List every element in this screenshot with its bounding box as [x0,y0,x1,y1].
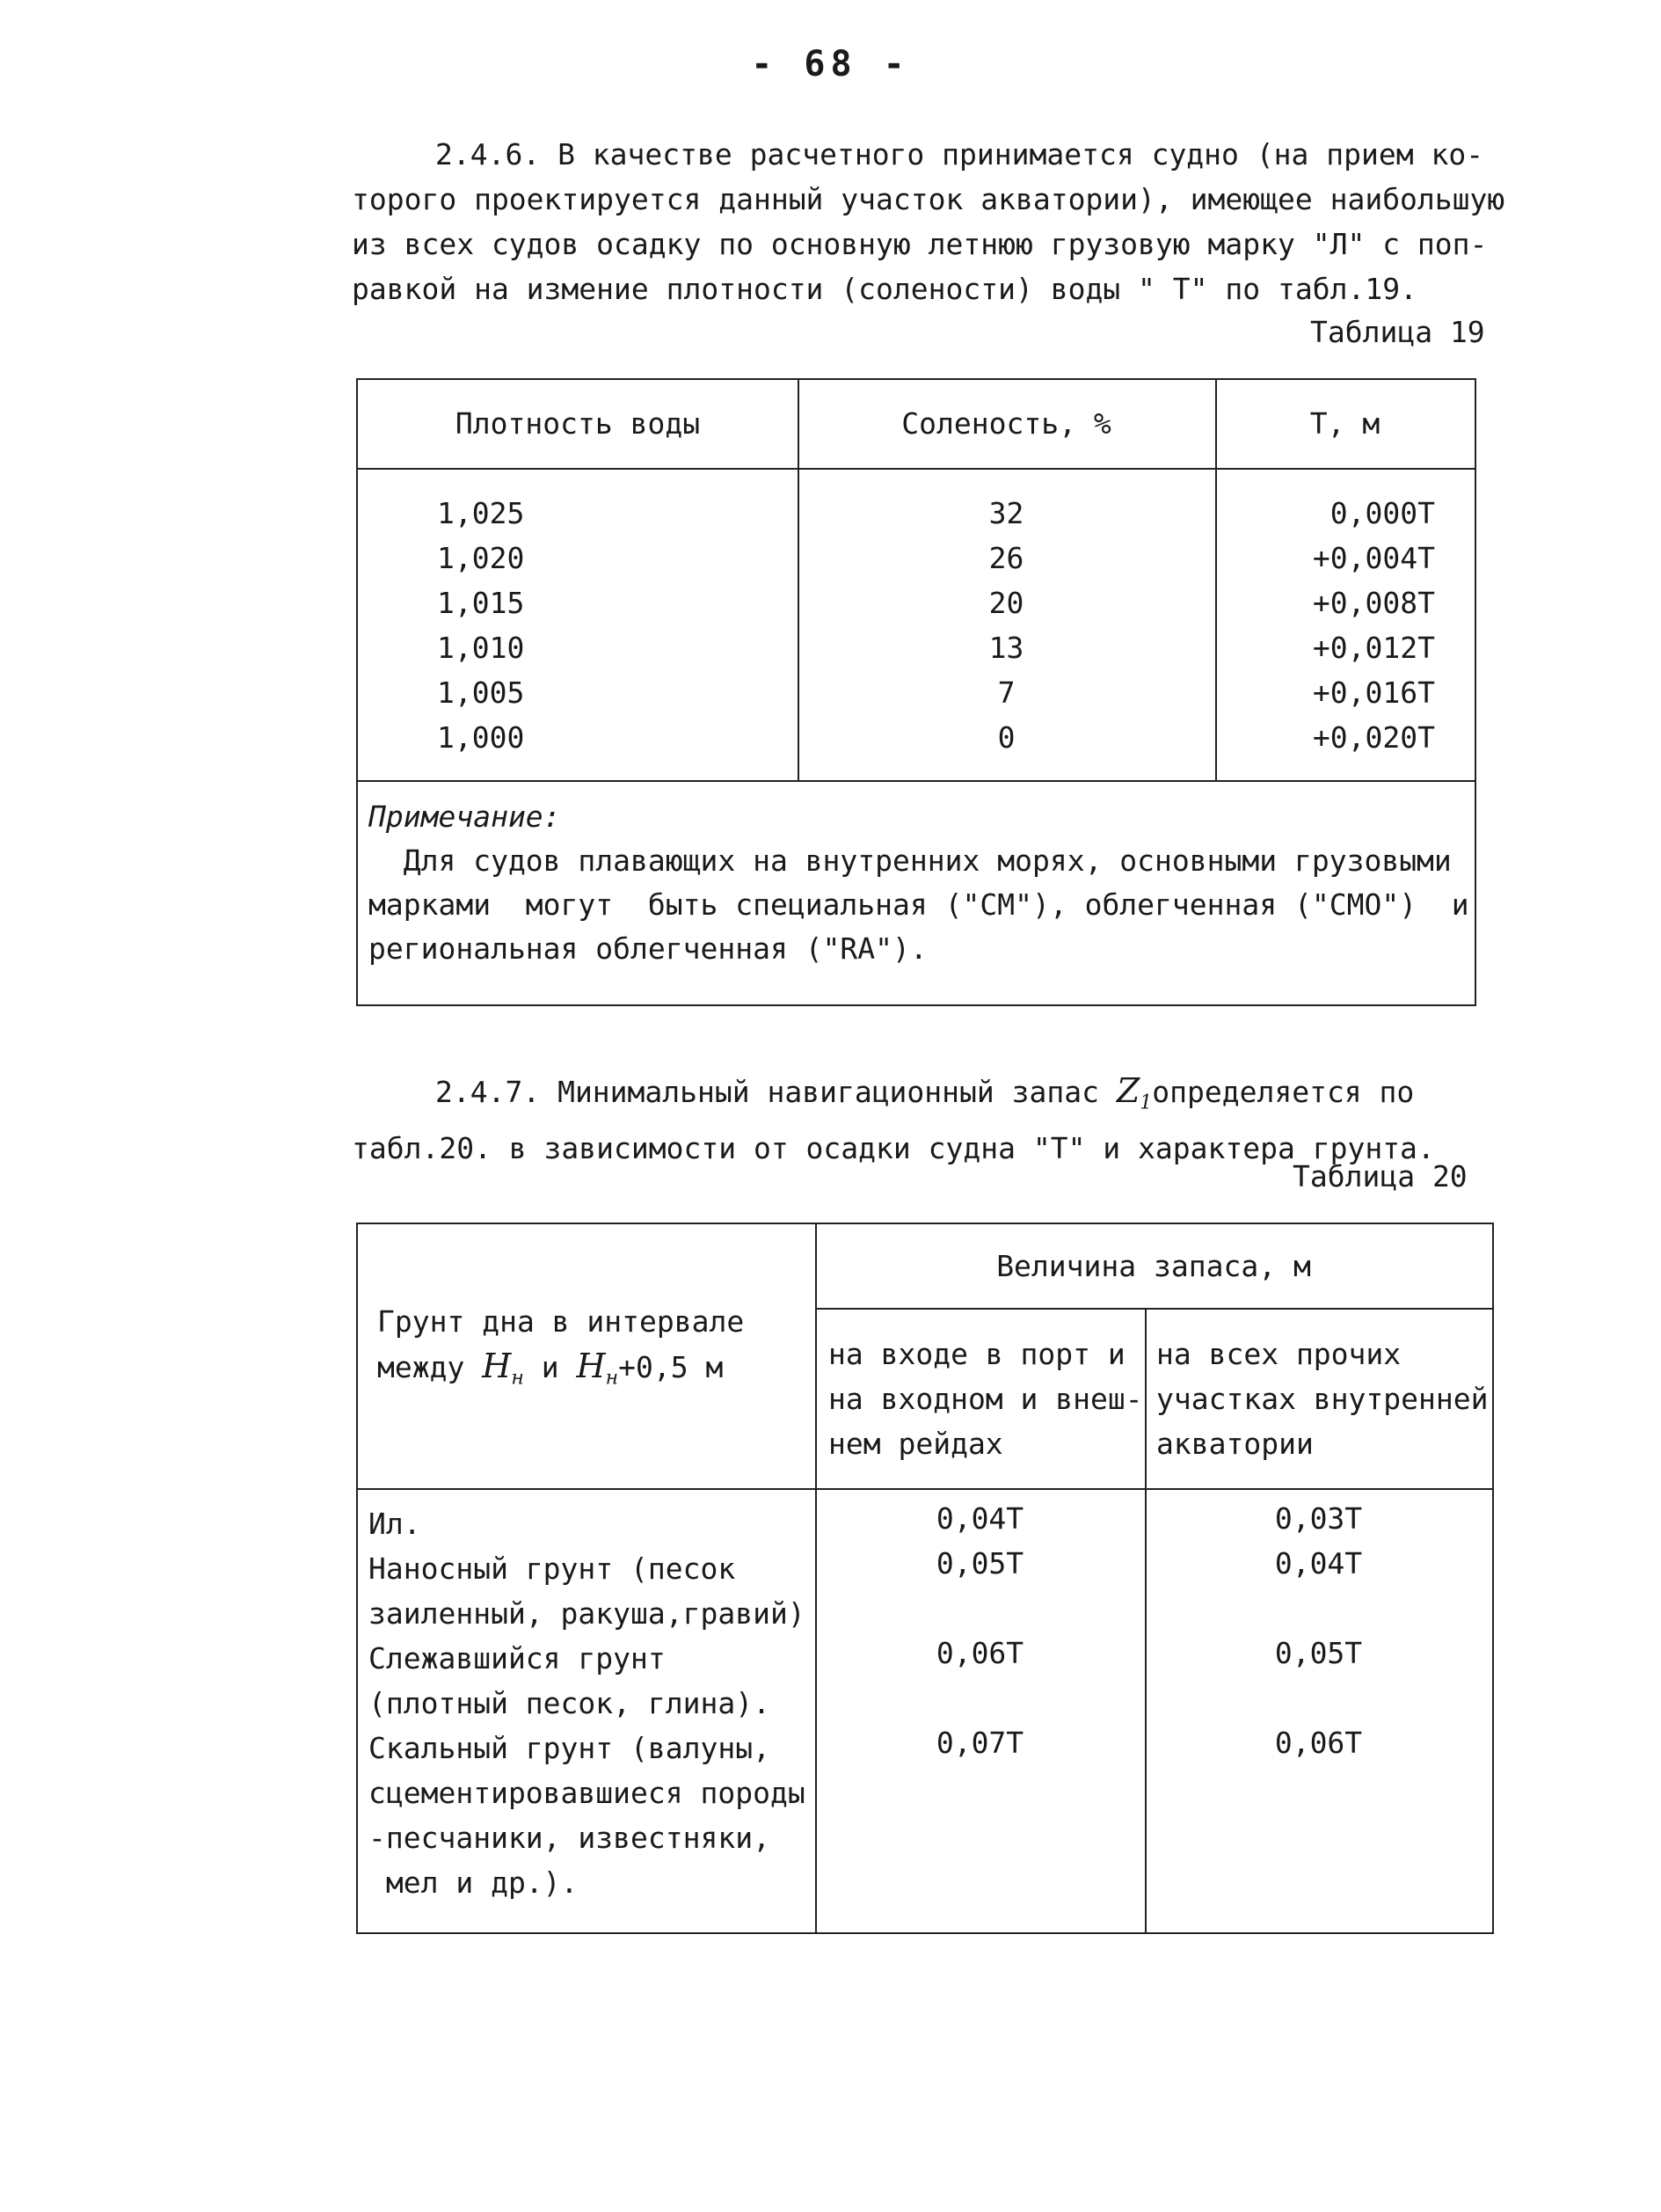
header-separator [358,468,1475,470]
table-20-caption: Таблица 20 [1293,1159,1468,1194]
column-divider [1145,1308,1147,1932]
header-density: Плотность воды [455,406,701,441]
soil-cell [368,1501,421,1546]
salinity-cell: 0 [997,720,1016,755]
reserve-port-cell: 0,06Т [936,1636,1024,1670]
header-other-areas [1156,1332,1489,1466]
table-19-note [368,795,1469,971]
paragraph-line: 2.4.6. В качестве расчетного принимается судно (на прием ко- [435,137,1484,172]
header-group-reserve: Величина запаса, м [996,1249,1311,1283]
reserve-other-cell: 0,04Т [1274,1546,1363,1581]
header-text: +0,5 м [618,1350,724,1384]
section-2-4-6-paragraph [352,132,1521,311]
note-line: марками могут быть специальная ("СМ"), облегченная ("СМО") и [368,887,1469,922]
h-symbol: Н [576,1347,606,1385]
soil-line: -песчаники, известняки, [368,1821,770,1855]
header-line: участках внутренней [1156,1382,1489,1416]
salinity-cell: 13 [988,631,1024,665]
z-subscript: 1 [1140,1091,1153,1114]
header-t: Т, м [1309,406,1381,441]
header-soil [377,1299,744,1401]
header-line [377,1344,744,1401]
reserve-port-cell: 0,04Т [936,1501,1024,1536]
density-cell: 1,005 [437,675,525,710]
z-symbol: Z [1116,1071,1140,1110]
header-line: Грунт дна в интервале [377,1304,745,1339]
paragraph-line: торого проектируется данный участок акватории), имеющее наибольшую [352,182,1505,216]
t-cell: +0,012Т [1312,631,1435,665]
group-header-separator [815,1308,1492,1310]
section-2-4-7-paragraph [352,1069,1521,1171]
salinity-cell: 26 [988,541,1024,575]
reserve-port-cell: 0,07Т [936,1726,1024,1760]
paragraph-text: определяется по [1152,1075,1415,1109]
note-line: региональная облегченная ("RA"). [368,931,928,966]
paragraph-line: табл.20. в зависимости от осадки судна "Т" и характера грунта. [352,1130,1435,1165]
t-cell: +0,020Т [1312,720,1435,755]
density-cell: 1,000 [437,720,525,755]
soil-line: Слежавшийся грунт [368,1641,666,1675]
t-cell: +0,016Т [1312,675,1435,710]
header-line: на входном и внеш- [828,1382,1143,1416]
soil-line: сцементировавшиеся породы [368,1776,805,1810]
body-separator [358,780,1475,782]
h-symbol: Н [482,1347,512,1385]
soil-line: Скальный грунт (валуны, [368,1731,770,1765]
density-cell: 1,020 [437,541,525,575]
density-cell: 1,010 [437,631,525,665]
paragraph-line [352,1069,1521,1126]
h-subscript: н [605,1367,619,1390]
header-line: нем рейдах [828,1427,1003,1461]
note-line: Для судов плавающих на внутренних морях, основными грузовыми [368,843,1452,878]
t-cell: +0,008Т [1312,586,1435,620]
header-text: и [541,1350,559,1384]
page-number: - 68 - [751,44,910,84]
header-line: на всех прочих [1156,1337,1402,1371]
density-cell: 1,015 [437,586,525,620]
reserve-port-cell: 0,05Т [936,1546,1024,1581]
reserve-other-cell: 0,05Т [1274,1636,1363,1670]
header-salinity: Соленость, % [901,406,1111,441]
soil-line: мел и др.). [368,1865,579,1900]
t-cell: 0,000Т [1330,496,1435,530]
density-cell: 1,025 [437,496,525,530]
soil-cell [368,1546,805,1636]
header-separator [358,1488,1492,1490]
note-title: Примечание: [368,799,561,834]
t-cell: +0,004Т [1312,541,1435,575]
soil-line: Наносный грунт (песок [368,1551,736,1586]
soil-line: заиленный, ракуша,гравий) [368,1596,805,1631]
table-19 [356,378,1476,1006]
header-line: на входе в порт и [828,1337,1126,1371]
soil-cell [368,1636,770,1726]
reserve-other-cell: 0,06Т [1274,1726,1363,1760]
table-19-caption: Таблица 19 [1310,315,1485,349]
salinity-cell: 20 [988,586,1024,620]
salinity-cell: 7 [997,675,1016,710]
soil-line: (плотный песок, глина). [368,1686,770,1720]
paragraph-line: из всех судов осадку по основную летнюю грузовую марку "Л" с поп- [352,227,1488,261]
header-text: между [377,1350,465,1384]
paragraph-line: равкой на измение плотности (солености) воды " Т" по табл.19. [352,272,1417,306]
salinity-cell: 32 [988,496,1024,530]
paragraph-text: 2.4.7. Минимальный навигационный запас [435,1075,1099,1109]
reserve-other-cell: 0,03Т [1274,1501,1363,1536]
header-port-entry [828,1332,1143,1466]
soil-cell [368,1726,805,1905]
h-subscript: н [511,1367,524,1390]
table-20 [356,1223,1494,1934]
soil-line: Ил. [368,1507,421,1541]
header-line: акватории [1156,1427,1314,1461]
